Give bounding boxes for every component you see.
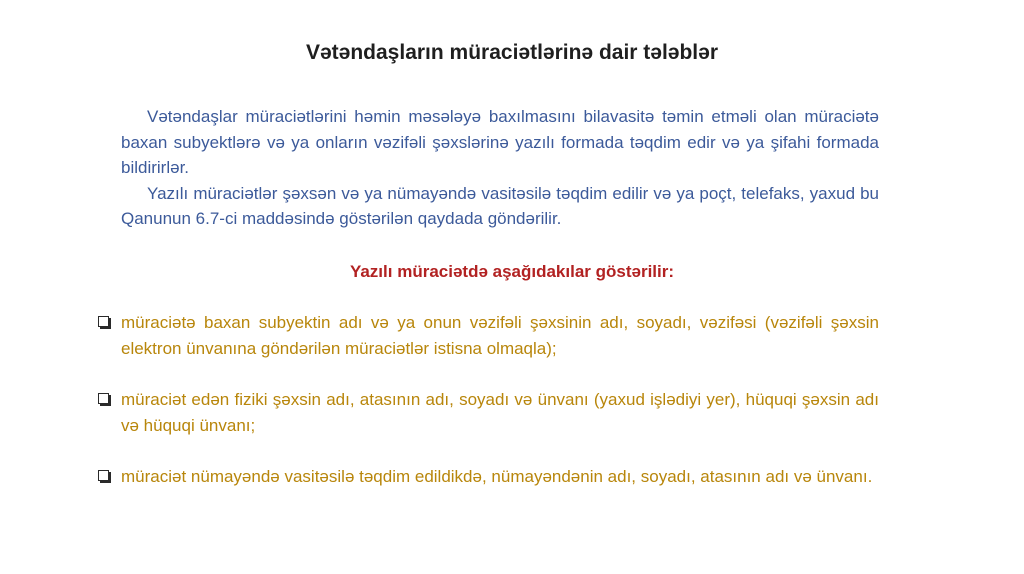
- intro-paragraph: Vətəndaşlar müraciətlərini həmin məsələyə baxılmasını bilavasitə təmin etməli olan müraciətə baxan subyektlərə və ya onların vəzifəli şəxslərinə yazılı formada təqdim edir və ya şifahi formada bildirirlər.: [121, 107, 879, 177]
- list-item-text: müraciət nümayəndə vasitəsilə təqdim edildikdə, nümayəndənin adı, soyadı, atasının adı və ünvanı.: [121, 467, 873, 486]
- requirements-list: [98, 310, 879, 515]
- list-item-text: müraciətə baxan subyektin adı və ya onun vəzifəli şəxsinin adı, soyadı, vəzifəsi (vəzifəli şəxsin elektron ünvanına göndərilən müraciətlər istisna olmaqla);: [121, 313, 879, 358]
- list-item: [98, 464, 879, 490]
- checkbox-square-icon: [98, 393, 109, 404]
- intro-text: [121, 104, 879, 232]
- slide-title: Vətəndaşların müraciətlərinə dair tələblər: [305, 41, 718, 64]
- checkbox-square-icon: [98, 470, 109, 481]
- intro-paragraph: Yazılı müraciətlər şəxsən və ya nümayəndə vasitəsilə təqdim edilir və ya poçt, telefaks, yaxud bu Qanunun 6.7-ci maddəsində göstərilən qaydada göndərilir.: [121, 183, 879, 228]
- checkbox-square-icon: [98, 316, 109, 327]
- list-item: [98, 387, 879, 439]
- list-item: [98, 310, 879, 362]
- section-subheading: Yazılı müraciətdə aşağıdakılar göstərilir:: [349, 262, 675, 281]
- list-item-text: müraciət edən fiziki şəxsin adı, atasının adı, soyadı və ünvanı (yaxud işlədiyi yer), hüquqi şəxsin adı və hüquqi ünvanı;: [121, 390, 879, 435]
